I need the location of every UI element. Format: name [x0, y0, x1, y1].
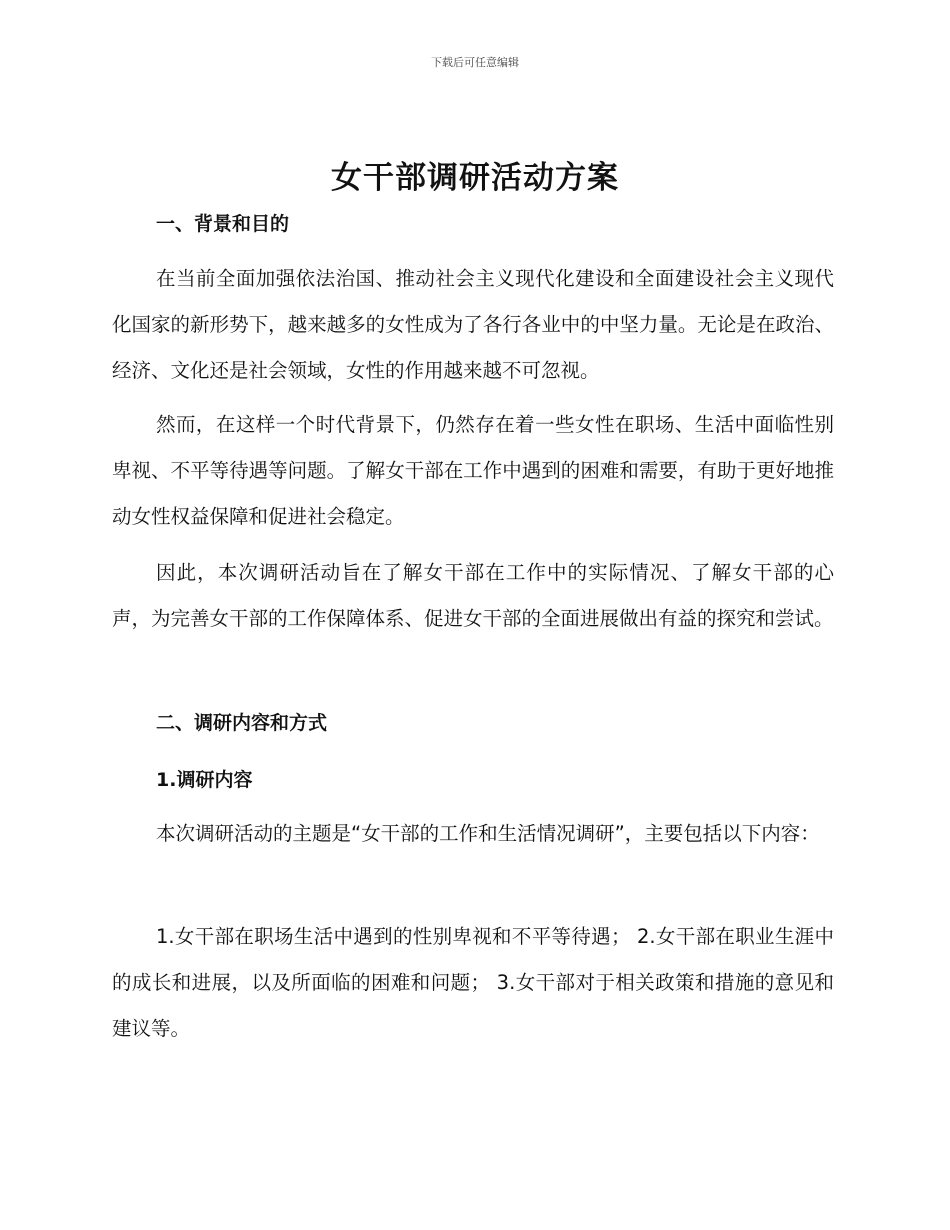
subsection-heading-content: 1.调研内容 [156, 769, 253, 791]
paragraph-background-problems: 然而，在这样一个时代背景下，仍然存在着一些女性在职场、生活中面临性别卑视、不平等待遇等问题。了解女干部在工作中遇到的困难和需要，有助于更好地推动女性权益保障和促进社会稳定。 [112, 413, 834, 528]
document-title: 女干部调研活动方案 [331, 160, 619, 196]
section-heading-background: 一、背景和目的 [156, 213, 290, 235]
paragraph-research-theme: 本次调研活动的主题是“女干部的工作和生活情况调研”，主要包括以下内容： [156, 822, 820, 845]
section-heading-content-methods: 二、调研内容和方式 [156, 712, 328, 734]
paragraph-research-items: 1.女干部在职场生活中遇到的性别卑视和不平等待遇； 2.女干部在职业生涯中的成长和进展，以及所面临的困难和问题； 3.女干部对于相关政策和措施的意见和建议等。 [112, 925, 834, 1040]
header-note: 下载后可任意编辑 [431, 56, 519, 69]
paragraph-background-context: 在当前全面加强依法治国、推动社会主义现代化建设和全面建设社会主义现代化国家的新形势下，越来越多的女性成为了各行各业中的中坚力量。无论是在政治、经济、文化还是社会领域，女性的作用越来越不可忽视。 [112, 267, 834, 382]
paragraph-background-purpose: 因此，本次调研活动旨在了解女干部在工作中的实际情况、了解女干部的心声，为完善女干部的工作保障体系、促进女干部的全面进展做出有益的探究和尝试。 [112, 561, 834, 630]
